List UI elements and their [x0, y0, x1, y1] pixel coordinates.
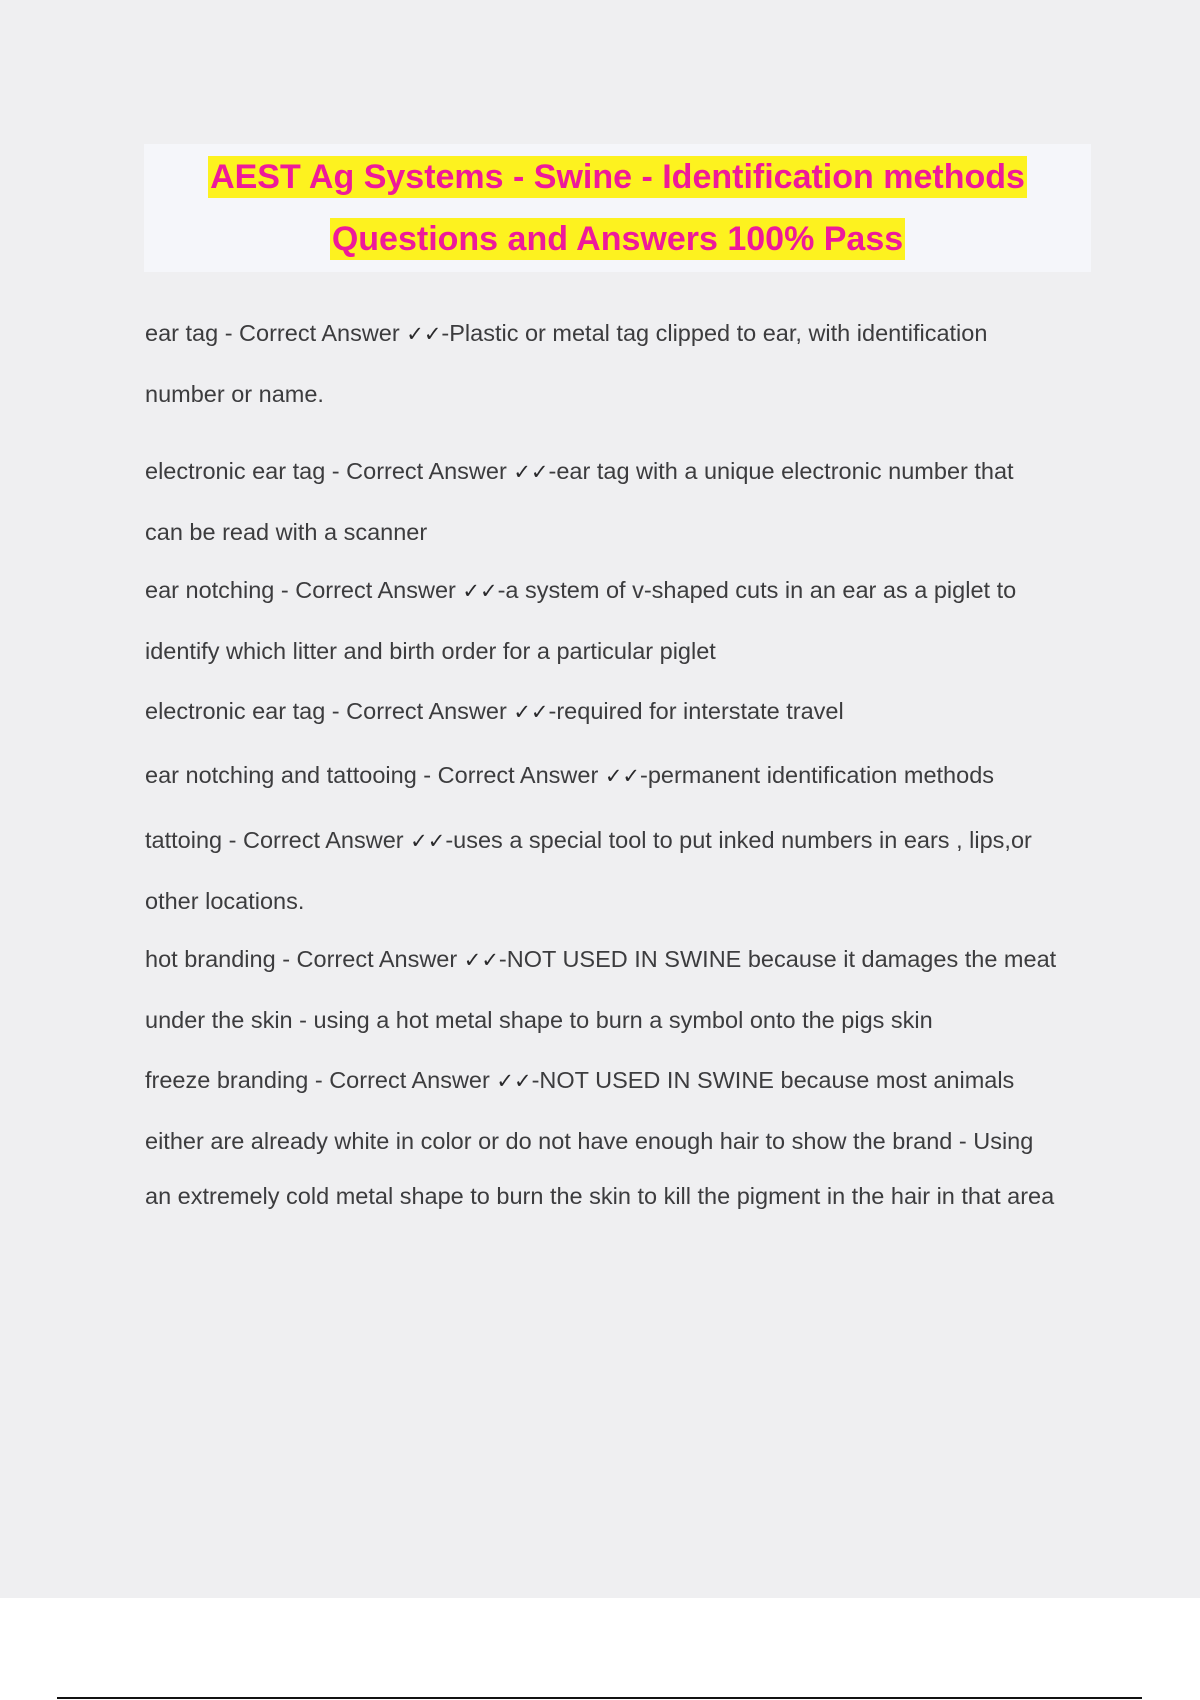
qa-line — [145, 810, 1095, 871]
qa-term: freeze branding — [145, 1067, 309, 1093]
qa-line: can be read with a scanner — [145, 519, 428, 545]
qa-answer: -required for interstate travel — [548, 698, 844, 724]
qa-line — [145, 1050, 1095, 1111]
qa-term: ear notching — [145, 577, 275, 603]
qa-line — [145, 303, 1095, 364]
qa-line — [145, 681, 1095, 742]
qa-item-ear-tag — [145, 303, 1095, 424]
qa-line: identify which litter and birth order for a particular piglet — [145, 638, 716, 664]
check-icon: ✓✓ — [406, 322, 442, 346]
qa-answer: -a system of v-shaped cuts in an ear as a piglet to — [497, 577, 1017, 603]
qa-separator: - Correct Answer — [325, 698, 514, 724]
qa-answer: -Plastic or metal tag clipped to ear, with identification — [441, 320, 988, 346]
qa-line: under the skin - using a hot metal shape to burn a symbol onto the pigs skin — [145, 1007, 933, 1033]
check-icon: ✓✓ — [496, 1069, 532, 1093]
qa-item-tattoing — [145, 810, 1095, 931]
qa-item-freeze-branding — [145, 1050, 1095, 1226]
qa-item-ear-notching — [145, 560, 1095, 681]
qa-separator: - Correct Answer — [308, 1067, 497, 1093]
check-icon: ✓✓ — [604, 764, 641, 788]
qa-separator: - Correct Answer — [325, 458, 514, 484]
qa-answer: -uses a special tool to put inked numbers in ears , lips,or — [445, 827, 1032, 853]
document-title — [144, 144, 1091, 272]
qa-answer: -ear tag with a unique electronic number that — [548, 458, 1014, 484]
check-icon: ✓✓ — [410, 829, 446, 853]
qa-term: ear tag — [145, 320, 219, 346]
qa-term: hot branding — [145, 946, 276, 972]
qa-term: ear notching and tattooing — [145, 762, 417, 788]
qa-answer: -permanent identification methods — [640, 762, 995, 788]
qa-separator: - Correct Answer — [222, 827, 411, 853]
qa-term: tattoing — [145, 827, 223, 853]
qa-item-electronic-ear-tag-2 — [145, 681, 1095, 742]
qa-line — [145, 929, 1095, 990]
check-icon: ✓✓ — [513, 460, 549, 484]
qa-separator: - Correct Answer — [274, 577, 463, 603]
qa-line: other locations. — [145, 888, 305, 914]
qa-term: electronic ear tag — [145, 458, 326, 484]
qa-item-hot-branding — [145, 929, 1095, 1050]
qa-line: number or name. — [145, 381, 324, 407]
check-icon: ✓✓ — [462, 579, 498, 603]
check-icon: ✓✓ — [513, 700, 549, 724]
qa-separator: - Correct Answer — [218, 320, 407, 346]
qa-item-electronic-ear-tag — [145, 441, 1095, 562]
qa-separator: - Correct Answer — [416, 762, 605, 788]
qa-item-ear-notching-and-tattooing — [145, 745, 1095, 806]
title-line-1: AEST Ag Systems - Swine - Identification methods — [210, 158, 1025, 196]
qa-term: electronic ear tag — [145, 698, 326, 724]
title-line-2: Questions and Answers 100% Pass — [331, 220, 904, 258]
page-divider — [57, 1697, 1142, 1699]
qa-answer: -NOT USED IN SWINE because most animals — [531, 1067, 1015, 1093]
qa-line: an extremely cold metal shape to burn the skin to kill the pigment in the hair in that area — [145, 1183, 1055, 1209]
qa-answer: -NOT USED IN SWINE because it damages the meat — [498, 946, 1057, 972]
qa-separator: - Correct Answer — [275, 946, 464, 972]
qa-line — [145, 560, 1095, 621]
qa-line — [145, 441, 1095, 502]
check-icon: ✓✓ — [463, 948, 499, 972]
qa-line — [145, 745, 1095, 806]
qa-line: either are already white in color or do not have enough hair to show the brand - Using — [145, 1128, 1034, 1154]
